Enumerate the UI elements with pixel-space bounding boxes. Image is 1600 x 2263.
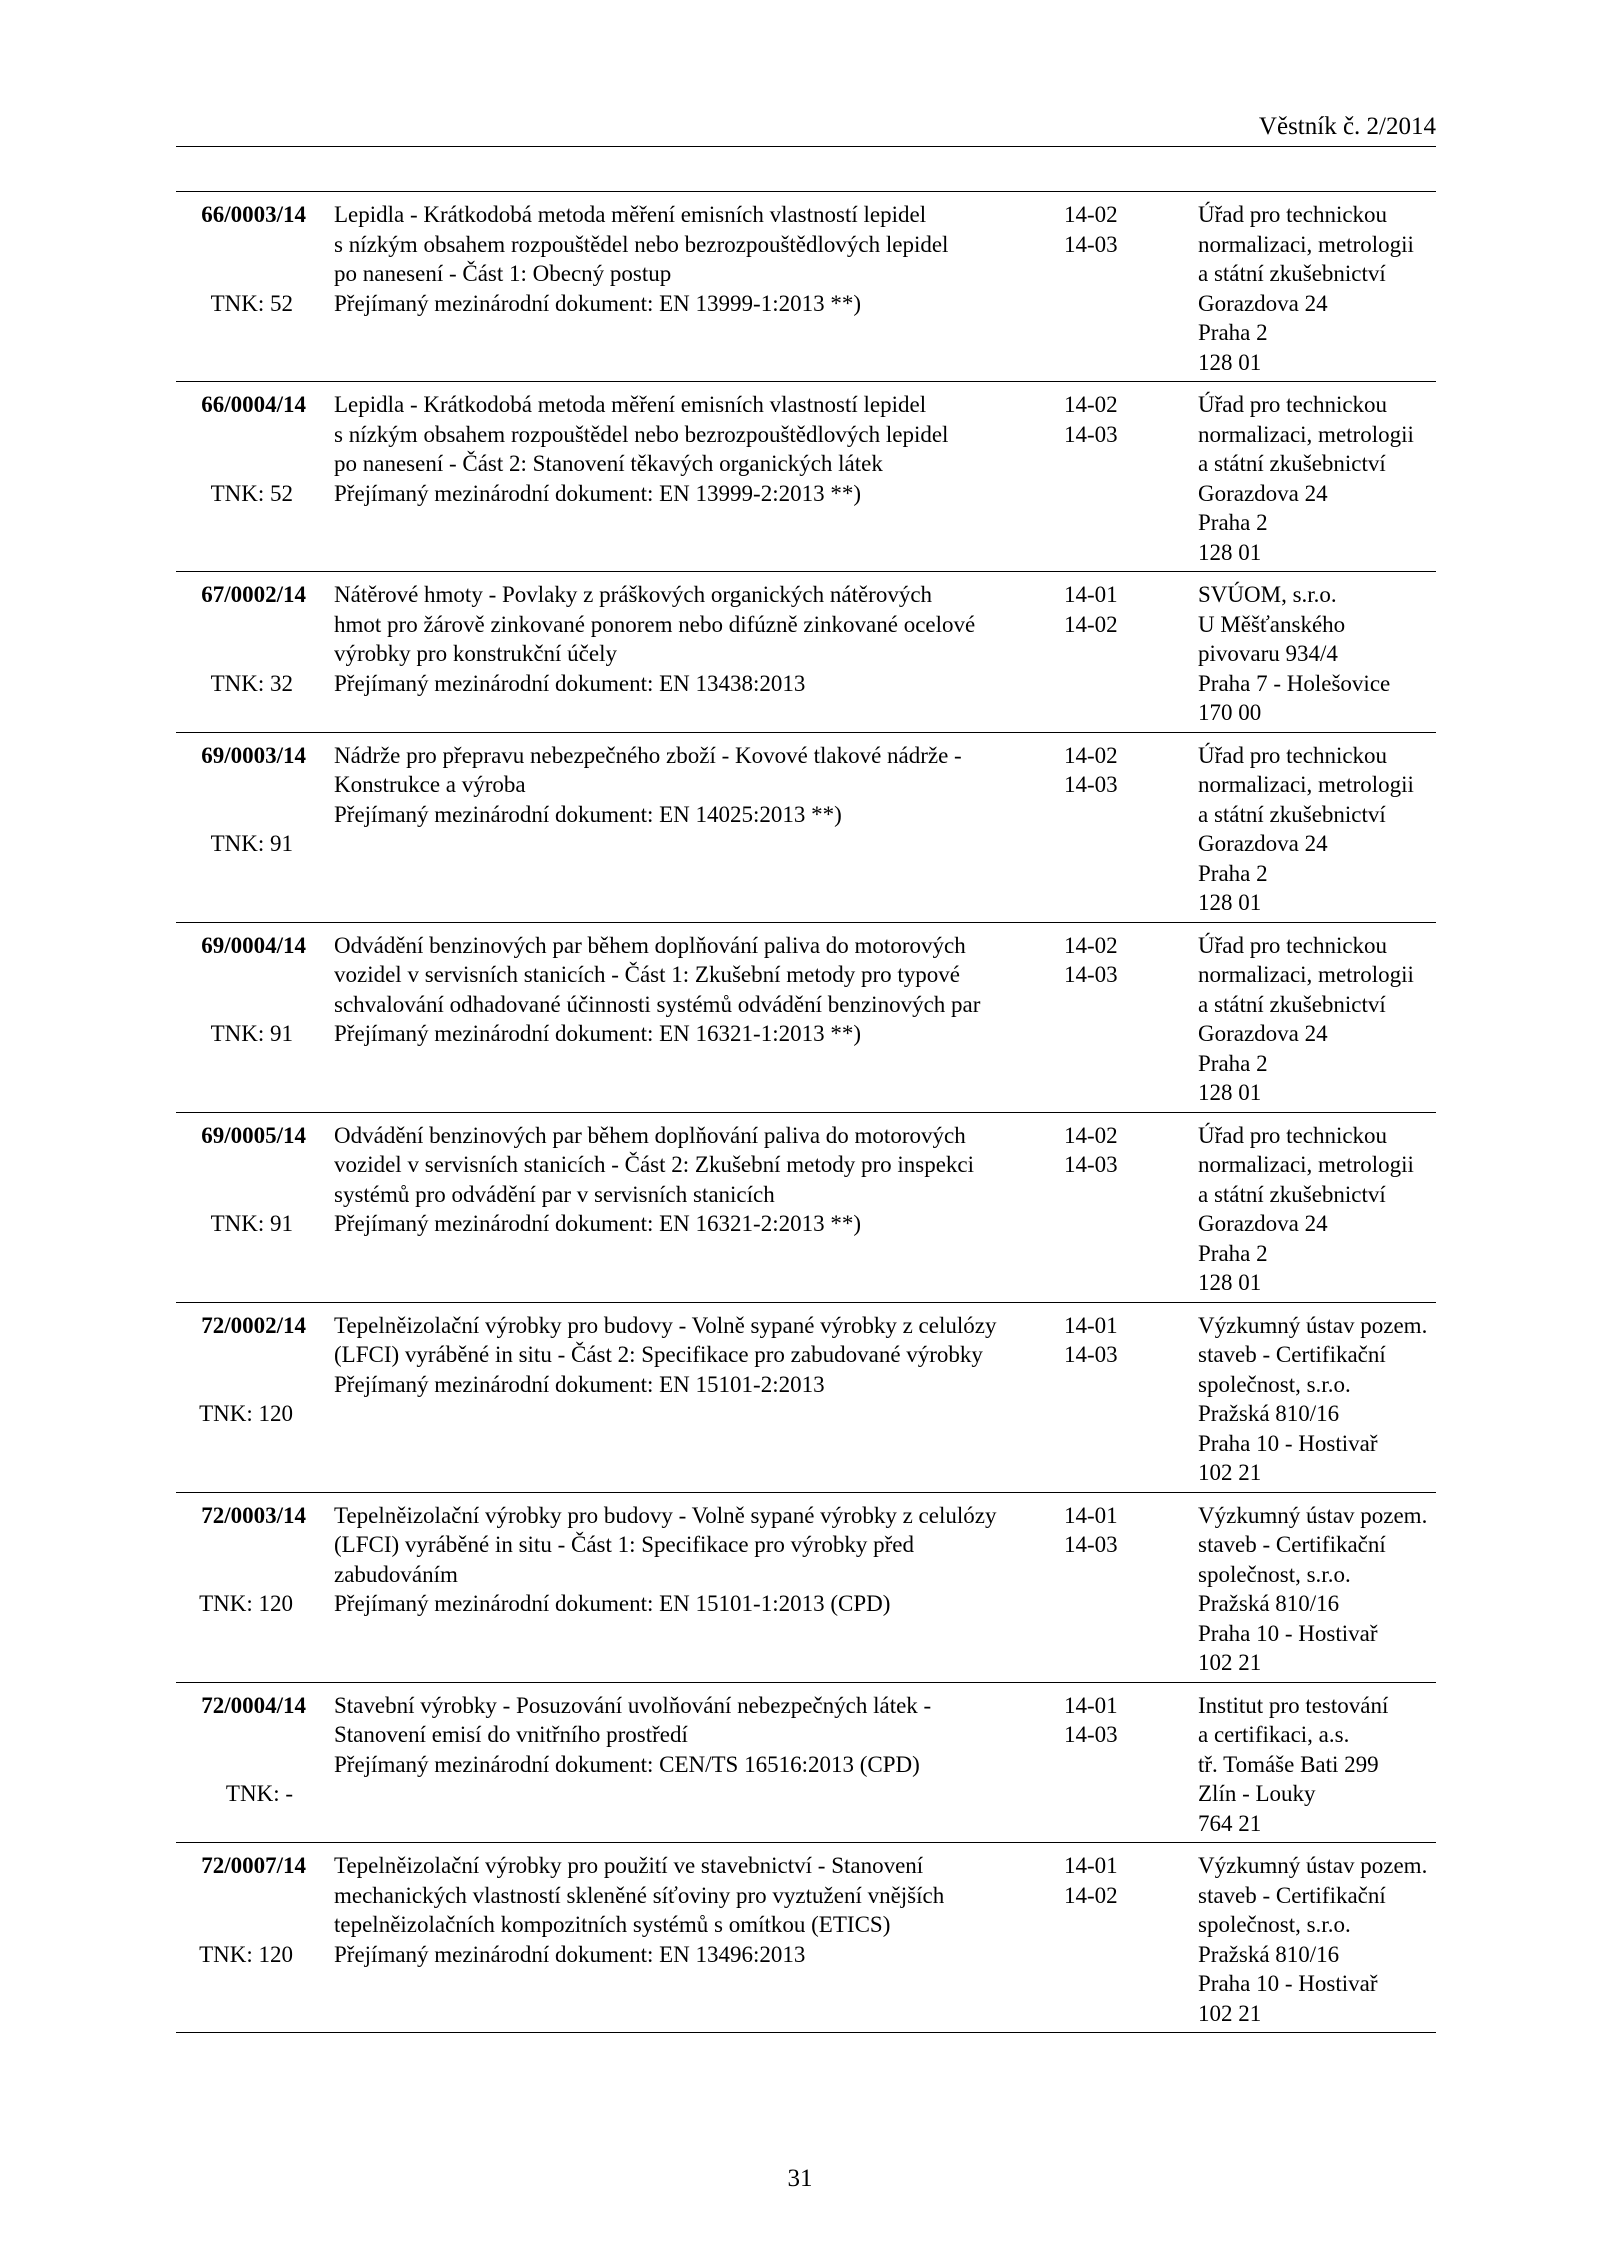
title-line: Tepelněizolační výrobky pro použití ve stavebnictví - Stanovení <box>334 1853 924 1878</box>
title-line: Stanovení emisí do vnitřního prostředí <box>334 1722 688 1747</box>
class-code: 14-03 <box>1064 1342 1118 1367</box>
address-line: Gorazdova 24 <box>1198 480 1328 506</box>
title-line: Nátěrové hmoty - Povlaky z práškových organických nátěrových <box>334 582 933 607</box>
title-line: Přejímaný mezinárodní dokument: EN 15101-2:2013 <box>334 1371 825 1397</box>
address-line: 128 01 <box>1198 1270 1262 1295</box>
title-line: hmot pro žárově zinkované ponorem nebo difúzně zinkované ocelové <box>334 611 976 637</box>
address-line: normalizaci, metrologii <box>1198 1152 1414 1177</box>
address-line: Praha 2 <box>1198 320 1268 345</box>
address-line: Pražská 810/16 <box>1198 1401 1340 1426</box>
address-line: staveb - Certifikační <box>1198 1532 1386 1557</box>
entry-title <box>334 741 962 830</box>
address-line: společnost, s.r.o. <box>1198 1371 1351 1397</box>
entry-address <box>1198 1121 1443 1298</box>
entry-title <box>334 390 949 508</box>
title-line: Lepidla - Krátkodobá metoda měření emisních vlastností lepidel <box>334 202 927 227</box>
class-code: 14-02 <box>1064 932 1118 958</box>
address-line: a státní zkušebnictví <box>1198 991 1386 1017</box>
entry-tnk: TNK: 52 <box>210 290 293 316</box>
title-line: mechanických vlastností skleněné síťoviny pro vyztužení vnějších <box>334 1882 945 1908</box>
standard-entry <box>176 922 1436 1112</box>
class-code: 14-01 <box>1064 582 1118 607</box>
title-line: systémů pro odvádění par v servisních stanicích <box>334 1181 775 1207</box>
address-line: Praha 2 <box>1198 860 1268 886</box>
entry-tnk: TNK: 91 <box>210 831 293 856</box>
entry-classes <box>1064 200 1144 259</box>
entry-title <box>334 1311 997 1400</box>
address-line: normalizaci, metrologii <box>1198 421 1414 447</box>
title-line: Odvádění benzinových par během doplňování paliva do motorových <box>334 1122 966 1148</box>
entry-title <box>334 1121 975 1239</box>
title-line: Přejímaný mezinárodní dokument: CEN/TS 16516:2013 (CPD) <box>334 1751 920 1777</box>
address-line: a certifikaci, a.s. <box>1198 1722 1350 1747</box>
address-line: Zlín - Louky <box>1198 1781 1316 1806</box>
entry-title <box>334 1691 932 1780</box>
entry-classes <box>1064 1851 1144 1910</box>
entry-classes <box>1064 1311 1144 1370</box>
class-code: 14-01 <box>1064 1312 1118 1338</box>
address-line: společnost, s.r.o. <box>1198 1561 1351 1587</box>
entry-code: 72/0007/14 <box>201 1853 306 1878</box>
address-line: Pražská 810/16 <box>1198 1941 1340 1967</box>
standard-entry <box>176 1302 1436 1492</box>
address-line: U Měšťanského <box>1198 611 1346 637</box>
class-code: 14-03 <box>1064 962 1118 987</box>
entry-code: 67/0002/14 <box>201 582 306 607</box>
title-line: Přejímaný mezinárodní dokument: EN 16321-2:2013 **) <box>334 1211 861 1236</box>
entry-address <box>1198 931 1443 1108</box>
standards-list <box>176 191 1436 2033</box>
address-line: 128 01 <box>1198 1080 1262 1105</box>
title-line: výrobky pro konstrukční účely <box>334 641 617 666</box>
title-line: Přejímaný mezinárodní dokument: EN 15101-1:2013 (CPD) <box>334 1591 891 1616</box>
address-line: 128 01 <box>1198 890 1262 915</box>
entry-code: 66/0004/14 <box>201 392 306 417</box>
title-line: vozidel v servisních stanicích - Část 2: Zkušební metody pro inspekci <box>334 1152 975 1177</box>
address-line: Gorazdova 24 <box>1198 1211 1328 1236</box>
entry-title <box>334 580 976 698</box>
entry-classes <box>1064 1501 1144 1560</box>
address-line: Gorazdova 24 <box>1198 831 1328 856</box>
title-line: (LFCI) vyráběné in situ - Část 1: Specifikace pro výrobky před <box>334 1532 914 1557</box>
entry-tnk: TNK: 120 <box>199 1401 293 1426</box>
entry-tnk: TNK: 91 <box>210 1211 293 1236</box>
address-line: Úřad pro technickou <box>1198 742 1388 768</box>
class-code: 14-02 <box>1064 742 1118 768</box>
entry-classes <box>1064 580 1144 639</box>
page-header: Věstník č. 2/2014 <box>1258 113 1436 140</box>
entry-tnk: TNK: - <box>225 1781 293 1806</box>
class-code: 14-01 <box>1064 1692 1118 1718</box>
address-line: 128 01 <box>1198 349 1262 375</box>
title-line: po nanesení - Část 1: Obecný postup <box>334 261 672 286</box>
entry-code: 72/0002/14 <box>201 1312 306 1338</box>
title-line: Odvádění benzinových par během doplňování paliva do motorových <box>334 932 966 958</box>
title-line: schvalování odhadované účinnosti systémů odvádění benzinových par <box>334 991 981 1017</box>
title-line: Přejímaný mezinárodní dokument: EN 13438:2013 <box>334 670 806 696</box>
address-line: Úřad pro technickou <box>1198 202 1388 227</box>
standard-entry <box>176 571 1436 732</box>
address-line: normalizaci, metrologii <box>1198 231 1414 257</box>
address-line: staveb - Certifikační <box>1198 1342 1386 1367</box>
title-line: Stavební výrobky - Posuzování uvolňování nebezpečných látek - <box>334 1692 932 1718</box>
class-code: 14-03 <box>1064 772 1118 797</box>
class-code: 14-02 <box>1064 611 1118 637</box>
address-line: staveb - Certifikační <box>1198 1882 1386 1908</box>
entry-address <box>1198 1691 1443 1839</box>
title-line: po nanesení - Část 2: Stanovení těkavých organických látek <box>334 451 883 476</box>
class-code: 14-02 <box>1064 392 1118 417</box>
entry-classes <box>1064 390 1144 449</box>
address-line: normalizaci, metrologii <box>1198 962 1414 987</box>
entry-address <box>1198 580 1443 728</box>
entry-address <box>1198 1851 1443 2028</box>
address-line: Gorazdova 24 <box>1198 1021 1328 1046</box>
address-line: Gorazdova 24 <box>1198 290 1328 316</box>
page-number: 31 <box>787 2165 813 2192</box>
entry-code: 69/0004/14 <box>201 932 306 958</box>
address-line: Praha 10 - Hostivař <box>1198 1971 1378 1996</box>
address-line: 102 21 <box>1198 1460 1262 1485</box>
title-line: Přejímaný mezinárodní dokument: EN 13496:2013 <box>334 1941 806 1967</box>
entry-classes <box>1064 1121 1144 1180</box>
title-line: Přejímaný mezinárodní dokument: EN 13999-2:2013 **) <box>334 480 861 506</box>
class-code: 14-02 <box>1064 202 1118 227</box>
address-line: a státní zkušebnictví <box>1198 261 1386 286</box>
address-line: Výzkumný ústav pozem. <box>1198 1312 1428 1338</box>
address-line: a státní zkušebnictví <box>1198 801 1386 827</box>
title-line: Nádrže pro přepravu nebezpečného zboží - Kovové tlakové nádrže - <box>334 742 962 768</box>
entry-classes <box>1064 931 1144 990</box>
entry-classes <box>1064 1691 1144 1750</box>
class-code: 14-03 <box>1064 421 1118 447</box>
address-line: Úřad pro technickou <box>1198 932 1388 958</box>
class-code: 14-02 <box>1064 1122 1118 1148</box>
standard-entry <box>176 191 1436 381</box>
standard-entry <box>176 732 1436 922</box>
standard-entry <box>176 1842 1436 2032</box>
class-code: 14-01 <box>1064 1853 1118 1878</box>
entry-title <box>334 200 949 318</box>
address-line: 170 00 <box>1198 700 1262 725</box>
entry-code: 72/0003/14 <box>201 1502 306 1528</box>
title-line: Lepidla - Krátkodobá metoda měření emisních vlastností lepidel <box>334 392 927 417</box>
address-line: Praha 2 <box>1198 1050 1268 1076</box>
entry-address <box>1198 390 1443 567</box>
address-line: Pražská 810/16 <box>1198 1591 1340 1616</box>
address-line: 102 21 <box>1198 1650 1262 1675</box>
header-divider <box>176 146 1436 147</box>
address-line: 102 21 <box>1198 2000 1262 2026</box>
address-line: Institut pro testování <box>1198 1692 1389 1718</box>
address-line: 128 01 <box>1198 539 1262 565</box>
entry-tnk: TNK: 52 <box>210 480 293 506</box>
entry-code: 66/0003/14 <box>201 202 306 227</box>
class-code: 14-03 <box>1064 231 1118 257</box>
entry-address <box>1198 1501 1443 1678</box>
entry-tnk: TNK: 91 <box>210 1021 293 1046</box>
entry-classes <box>1064 741 1144 800</box>
entry-title <box>334 1851 945 1969</box>
class-code: 14-03 <box>1064 1722 1118 1747</box>
title-line: Přejímaný mezinárodní dokument: EN 13999-1:2013 **) <box>334 290 861 316</box>
address-line: SVÚOM, s.r.o. <box>1198 582 1337 607</box>
title-line: s nízkým obsahem rozpouštědel nebo bezrozpouštědlových lepidel <box>334 421 949 447</box>
standard-entry <box>176 1682 1436 1843</box>
standard-entry <box>176 381 1436 571</box>
entry-address <box>1198 741 1443 918</box>
title-line: s nízkým obsahem rozpouštědel nebo bezrozpouštědlových lepidel <box>334 231 949 257</box>
entry-code: 72/0004/14 <box>201 1692 306 1718</box>
address-line: Praha 2 <box>1198 1240 1268 1266</box>
class-code: 14-03 <box>1064 1152 1118 1177</box>
title-line: Konstrukce a výroba <box>334 772 526 797</box>
address-line: společnost, s.r.o. <box>1198 1912 1351 1937</box>
address-line: pivovaru 934/4 <box>1198 641 1338 666</box>
standard-entry <box>176 1112 1436 1302</box>
entry-tnk: TNK: 32 <box>210 670 293 696</box>
entry-title <box>334 931 981 1049</box>
address-line: a státní zkušebnictví <box>1198 1181 1386 1207</box>
entry-address <box>1198 1311 1443 1488</box>
entry-code: 69/0003/14 <box>201 742 306 768</box>
title-line: vozidel v servisních stanicích - Část 1: Zkušební metody pro typové <box>334 962 960 987</box>
title-line: tepelněizolačních kompozitních systémů s omítkou (ETICS) <box>334 1912 891 1937</box>
title-line: zabudováním <box>334 1561 458 1587</box>
address-line: Úřad pro technickou <box>1198 1122 1388 1148</box>
address-line: Výzkumný ústav pozem. <box>1198 1502 1428 1528</box>
class-code: 14-02 <box>1064 1882 1118 1908</box>
address-line: Úřad pro technickou <box>1198 392 1388 417</box>
address-line: Výzkumný ústav pozem. <box>1198 1853 1428 1878</box>
entry-title <box>334 1501 997 1619</box>
title-line: Tepelněizolační výrobky pro budovy - Volně sypané výrobky z celulózy <box>334 1312 997 1338</box>
entry-address <box>1198 200 1443 377</box>
address-line: normalizaci, metrologii <box>1198 772 1414 797</box>
class-code: 14-03 <box>1064 1532 1118 1557</box>
entry-code: 69/0005/14 <box>201 1122 306 1148</box>
title-line: Přejímaný mezinárodní dokument: EN 16321-1:2013 **) <box>334 1021 861 1046</box>
class-code: 14-01 <box>1064 1502 1118 1528</box>
address-line: 764 21 <box>1198 1810 1262 1836</box>
address-line: a státní zkušebnictví <box>1198 451 1386 476</box>
entry-tnk: TNK: 120 <box>199 1941 293 1967</box>
title-line: Přejímaný mezinárodní dokument: EN 14025:2013 **) <box>334 801 842 827</box>
address-line: Praha 10 - Hostivař <box>1198 1620 1378 1646</box>
address-line: Praha 10 - Hostivař <box>1198 1430 1378 1456</box>
address-line: Praha 7 - Holešovice <box>1198 670 1391 696</box>
address-line: tř. Tomáše Bati 299 <box>1198 1751 1379 1777</box>
address-line: Praha 2 <box>1198 510 1268 535</box>
standard-entry <box>176 1492 1436 1682</box>
entry-tnk: TNK: 120 <box>199 1591 293 1616</box>
title-line: Tepelněizolační výrobky pro budovy - Volně sypané výrobky z celulózy <box>334 1502 997 1528</box>
title-line: (LFCI) vyráběné in situ - Část 2: Specifikace pro zabudované výrobky <box>334 1342 983 1367</box>
